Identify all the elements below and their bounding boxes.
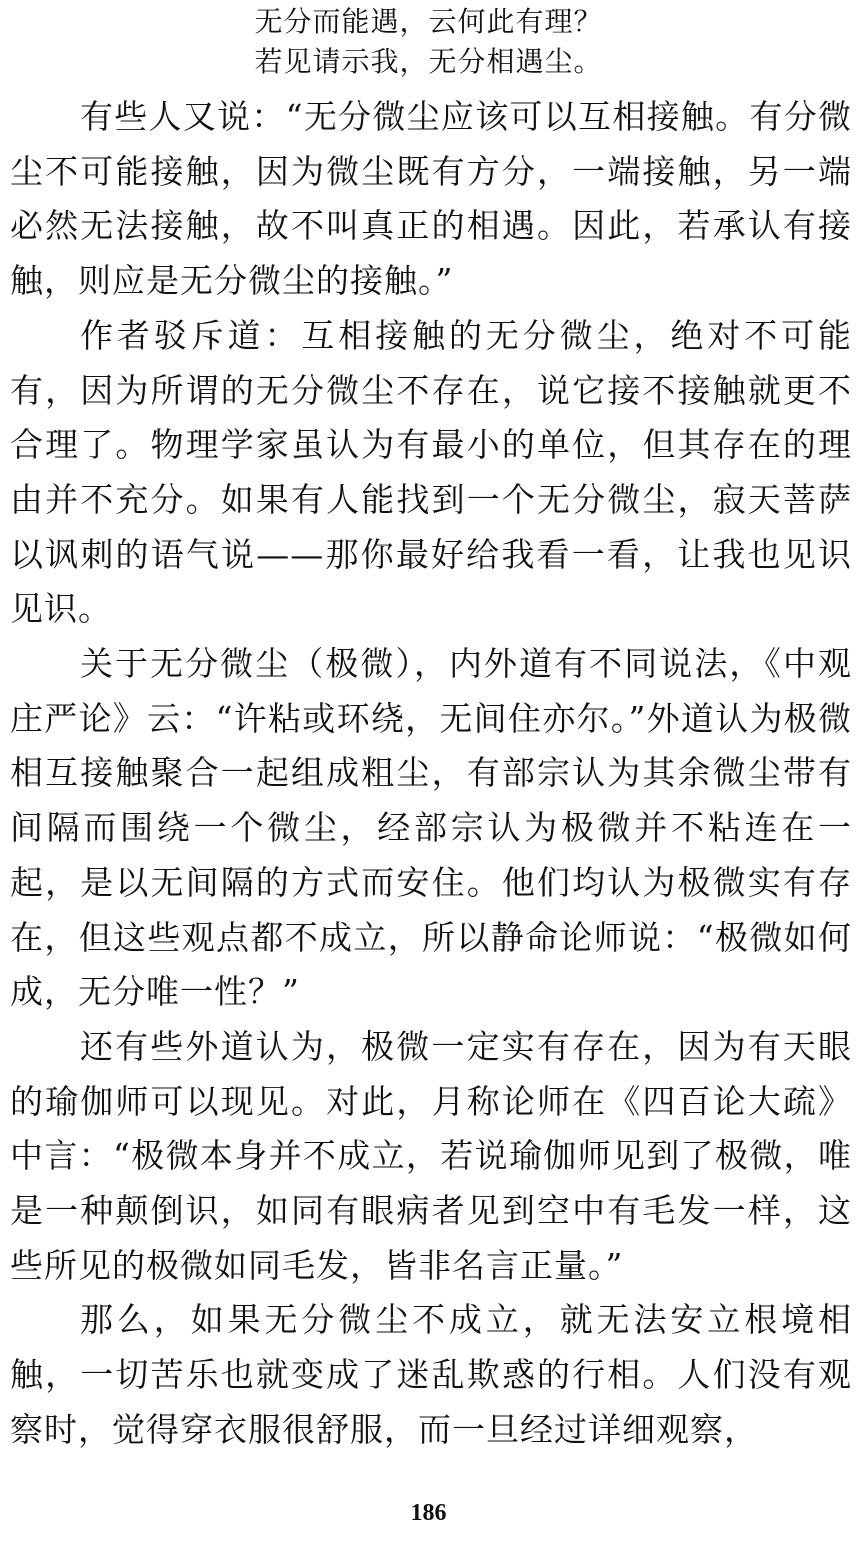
verse-line-1: 无分而能遇，云何此有理？: [254, 5, 603, 38]
paragraph-3: 关于无分微尘（极微），内外道有不同说法，《中观庄严论》云：“许粘或环绕，无间住亦尔。”外道认为极微相互接触聚合一起组成粗尘，有部宗认为其余微尘带有间隔而围绕一个微尘，经部宗认为极微并不粘连在一起，是以无间隔的方式而安住。他们均认为极微实有存在，但这些观点都不成立，所以静命论师说：“极微如何成，无分唯一性？”: [10, 644, 852, 1012]
paragraph-1: 有些人又说：“无分微尘应该可以互相接触。有分微尘不可能接触，因为微尘既有方分，一端接触，另一端必然无法接触，故不叫真正的相遇。因此，若承认有接触，则应是无分微尘的接触。”: [10, 97, 852, 301]
page-number: 186: [410, 1500, 447, 1526]
paragraph-5: 那么，如果无分微尘不成立，就无法安立根境相触，一切苦乐也就变成了迷乱欺惑的行相。人们没有观察时，觉得穿衣服很舒服，而一旦经过详细观察，: [10, 1300, 852, 1449]
commentary-text: [10, 90, 852, 1458]
paragraph-2: 作者驳斥道：互相接触的无分微尘，绝对不可能有，因为所谓的无分微尘不存在，说它接不接触就更不合理了。物理学家虽认为有最小的单位，但其存在的理由并不充分。如果有人能找到一个无分微尘，寂天菩萨以讽刺的语气说——那你最好给我看一看，让我也见识见识。: [10, 315, 852, 629]
paragraph-4: 还有些外道认为，极微一定实有存在，因为有天眼的瑜伽师可以现见。对此，月称论师在《四百论大疏》中言：“极微本身并不成立，若说瑜伽师见到了极微，唯是一种颠倒识，如同有眼病者见到空中有毛发一样，这些所见的极微如同毛发，皆非名言正量。”: [10, 1026, 852, 1285]
verse-line-2: 若见请示我，无分相遇尘。: [254, 45, 603, 78]
verse-block: [0, 2, 857, 82]
